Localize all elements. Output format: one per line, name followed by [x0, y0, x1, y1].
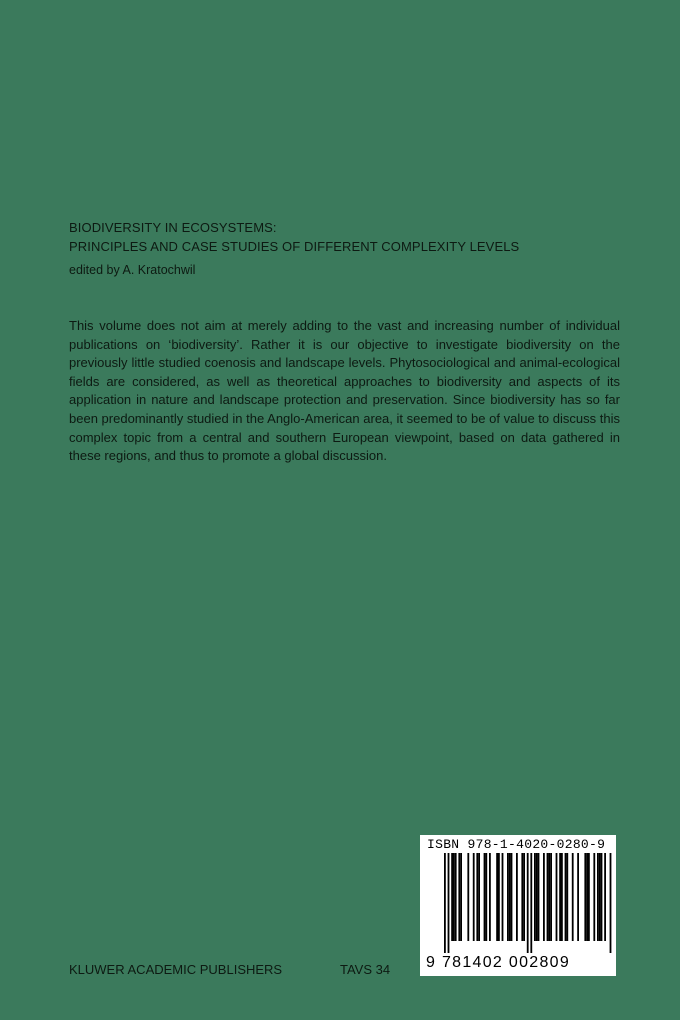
- barcode-bar: [523, 853, 525, 941]
- barcode-bar: [502, 853, 504, 941]
- barcode-digits: 9 781402 002809: [426, 954, 571, 971]
- barcode-bar: [530, 853, 532, 953]
- barcode-bars: [424, 853, 612, 955]
- barcode-bar: [586, 853, 588, 941]
- barcode-bar: [460, 853, 462, 941]
- barcode-bar: [610, 853, 612, 953]
- description-text: This volume does not aim at merely adding to the vast and increasing number of individual publications on ‘biodiversity’. Rather it is our objective to investigate biodiversity on the previously little studied coenosis and landscape levels. Phytosociological and animal-ecological fields are considered, as well as theoretical approaches to biodiversity and aspects of its application in nature and landscape protection and preservation. Since biodiversity has so far been predominantly studied in the Anglo-American area, it seemed to be of value to discuss this complex topic from a central and southern European viewpoint, based on data gathered in these regions, and thus to promote a global discussion.: [69, 318, 620, 464]
- barcode-bar: [455, 853, 457, 941]
- barcode-bar: [584, 853, 586, 941]
- barcode-bar: [527, 853, 529, 953]
- barcode-bar: [478, 853, 480, 941]
- barcode-bar: [496, 853, 498, 941]
- barcode-bar: [444, 853, 446, 953]
- publisher-name: KLUWER ACADEMIC PUBLISHERS: [69, 962, 283, 977]
- editor-credit: edited by A. Kratochwil: [69, 263, 196, 277]
- barcode-bar: [543, 853, 545, 941]
- barcode-bar: [604, 853, 606, 941]
- barcode-bar: [536, 853, 538, 941]
- barcode-bar: [577, 853, 579, 941]
- barcode-bar: [601, 853, 603, 941]
- barcode-bar: [588, 853, 590, 941]
- barcode-bar: [476, 853, 478, 941]
- barcode-bar: [511, 853, 513, 941]
- barcode-bar: [550, 853, 552, 941]
- barcode-bar: [521, 853, 523, 941]
- barcode-bar: [538, 853, 540, 941]
- series-code: TAVS 34: [340, 962, 391, 977]
- barcode-bar: [565, 853, 567, 941]
- barcode-bar: [509, 853, 511, 941]
- isbn-barcode: [420, 835, 616, 976]
- book-title-line-2: PRINCIPLES AND CASE STUDIES OF DIFFERENT COMPLEXITY LEVELS: [69, 239, 520, 254]
- barcode-bar: [561, 853, 563, 941]
- barcode-bar: [489, 853, 491, 941]
- barcode-bar: [547, 853, 549, 941]
- barcode-bar: [556, 853, 558, 941]
- barcode-bar: [484, 853, 486, 941]
- barcode-bar: [597, 853, 599, 941]
- barcode-bar: [458, 853, 460, 941]
- barcode-bar: [473, 853, 475, 941]
- barcode-bar: [593, 853, 595, 941]
- barcode-bar: [566, 853, 568, 941]
- barcode-bar: [507, 853, 509, 941]
- barcode-bar: [599, 853, 601, 941]
- barcode-bar: [451, 853, 453, 941]
- barcode-bar: [534, 853, 536, 941]
- book-title: [69, 218, 629, 256]
- barcode-bar: [485, 853, 487, 941]
- barcode-bar: [448, 853, 450, 953]
- isbn-label: ISBN 978-1-4020-0280-9: [427, 837, 606, 852]
- barcode-bar: [498, 853, 500, 941]
- book-title-line-1: BIODIVERSITY IN ECOSYSTEMS:: [69, 220, 277, 235]
- barcode-bar: [467, 853, 469, 941]
- barcode-bar: [453, 853, 455, 941]
- barcode-bar: [548, 853, 550, 941]
- barcode-bar: [559, 853, 561, 941]
- barcode-bar: [572, 853, 574, 941]
- barcode-bar: [516, 853, 518, 941]
